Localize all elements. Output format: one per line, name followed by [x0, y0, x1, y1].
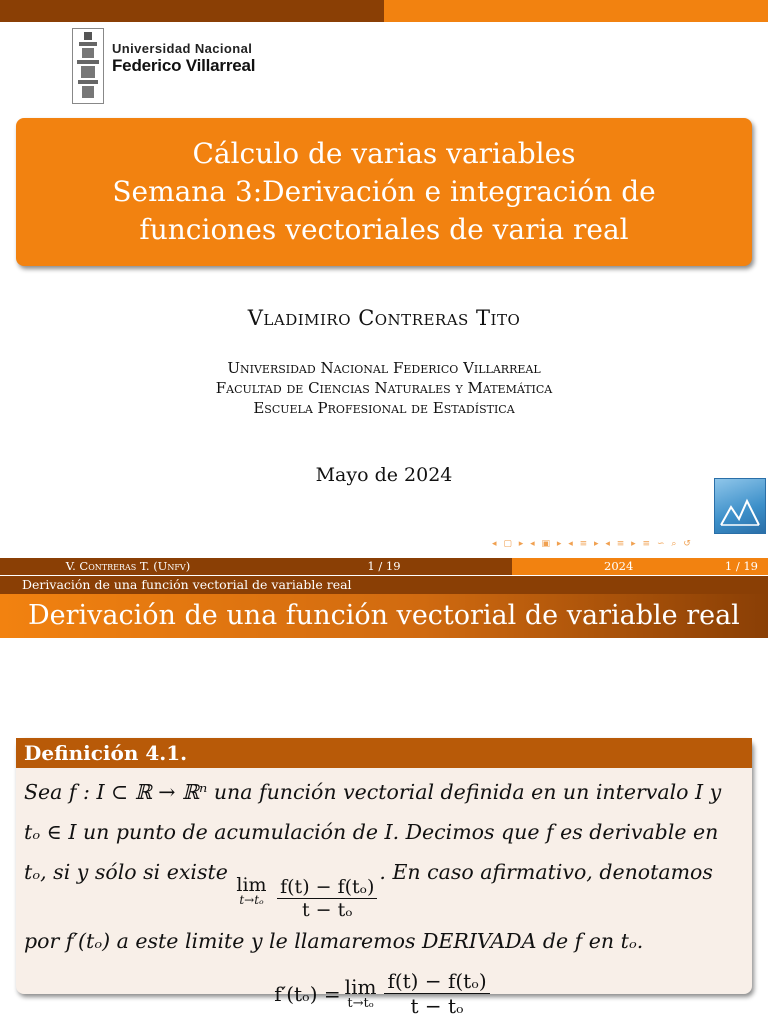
- definition-line-3-before: tₒ, si y sólo si existe: [24, 860, 228, 884]
- definition-line-4: por f′(tₒ) a este limite y le llamaremos DERIVADA de f en tₒ.: [24, 929, 644, 953]
- logo-line-2: Federico Villarreal: [112, 56, 256, 75]
- top-bar-left: [0, 0, 384, 22]
- footer-year: 2024: [604, 559, 634, 573]
- footer-page-right: 1 / 19: [724, 559, 758, 573]
- definition-line-3-after: . En caso afirmativo, denotamos: [379, 860, 713, 884]
- title-line-1: Cálculo de varias variables: [192, 137, 576, 170]
- formula-lhs: f′(tₒ) =: [274, 981, 341, 1006]
- definition-line-1: Sea f : I ⊂ ℝ → ℝⁿ una función vectorial definida en un intervalo I y: [24, 780, 722, 804]
- formula-limit-sub: t→tₒ: [347, 995, 374, 1011]
- title-line-2: Semana 3:Derivación e integración de: [112, 175, 656, 208]
- formula-denominator: t − tₒ: [410, 994, 464, 1018]
- institution-faculty: Facultad de Ciencias Naturales y Matemática: [215, 379, 553, 397]
- formula-fraction: [384, 969, 489, 1018]
- definition-heading: Definición 4.1.: [16, 738, 752, 768]
- frame-title-bar: [0, 594, 768, 638]
- derivative-formula: [24, 969, 744, 1018]
- logo-line-1: Universidad Nacional: [112, 41, 253, 56]
- university-crest-icon: [72, 28, 104, 104]
- section-bar: [0, 576, 768, 594]
- section-title: Derivación de una función vectorial de variable real: [22, 577, 352, 592]
- footer-page-center: 1 / 19: [256, 558, 512, 575]
- author-name: Vladimiro Contreras Tito: [247, 306, 521, 330]
- institution-school: Escuela Profesional de Estadística: [253, 399, 515, 417]
- department-badge-icon: [714, 478, 766, 534]
- definition-body: [16, 768, 752, 1018]
- institution-university: Universidad Nacional Federico Villarreal: [227, 359, 541, 377]
- formula-numerator: f(t) − f(tₒ): [384, 969, 489, 994]
- inline-fraction-numerator: f(t) − f(tₒ): [277, 876, 377, 899]
- top-bar-right: [384, 0, 768, 22]
- formula-limit: [344, 974, 377, 1011]
- formula-limit-word: lim: [344, 974, 377, 999]
- institution-block: [0, 358, 768, 418]
- presentation-date: Mayo de 2024: [315, 464, 453, 486]
- university-logo: [112, 42, 255, 74]
- footer-right: [512, 558, 768, 575]
- title-line-3: funciones vectoriales de varia real: [139, 213, 629, 246]
- presentation-title-box: [16, 118, 752, 266]
- definition-line-3: [24, 852, 744, 921]
- inline-limit: [236, 876, 266, 907]
- inline-limit-sub: t→tₒ: [239, 893, 264, 907]
- inline-limit-word: lim: [236, 874, 267, 896]
- inline-fraction: [277, 876, 377, 921]
- definition-block: [16, 738, 752, 1018]
- definition-line-2: tₒ ∈ I un punto de acumulación de I. Decimos que f es derivable en: [24, 820, 719, 844]
- footer-author: V. Contreras T. (Unfv): [0, 558, 256, 575]
- frame-title: Derivación de una función vectorial de variable real: [28, 600, 740, 631]
- beamer-navigation-controls[interactable]: ◂ ▢ ▸ ◂ ▣ ▸ ◂ ≡ ▸ ◂ ≡ ▸ ≡ ∽ ⌕ ↺: [492, 539, 693, 549]
- inline-fraction-denominator: t − tₒ: [301, 899, 353, 921]
